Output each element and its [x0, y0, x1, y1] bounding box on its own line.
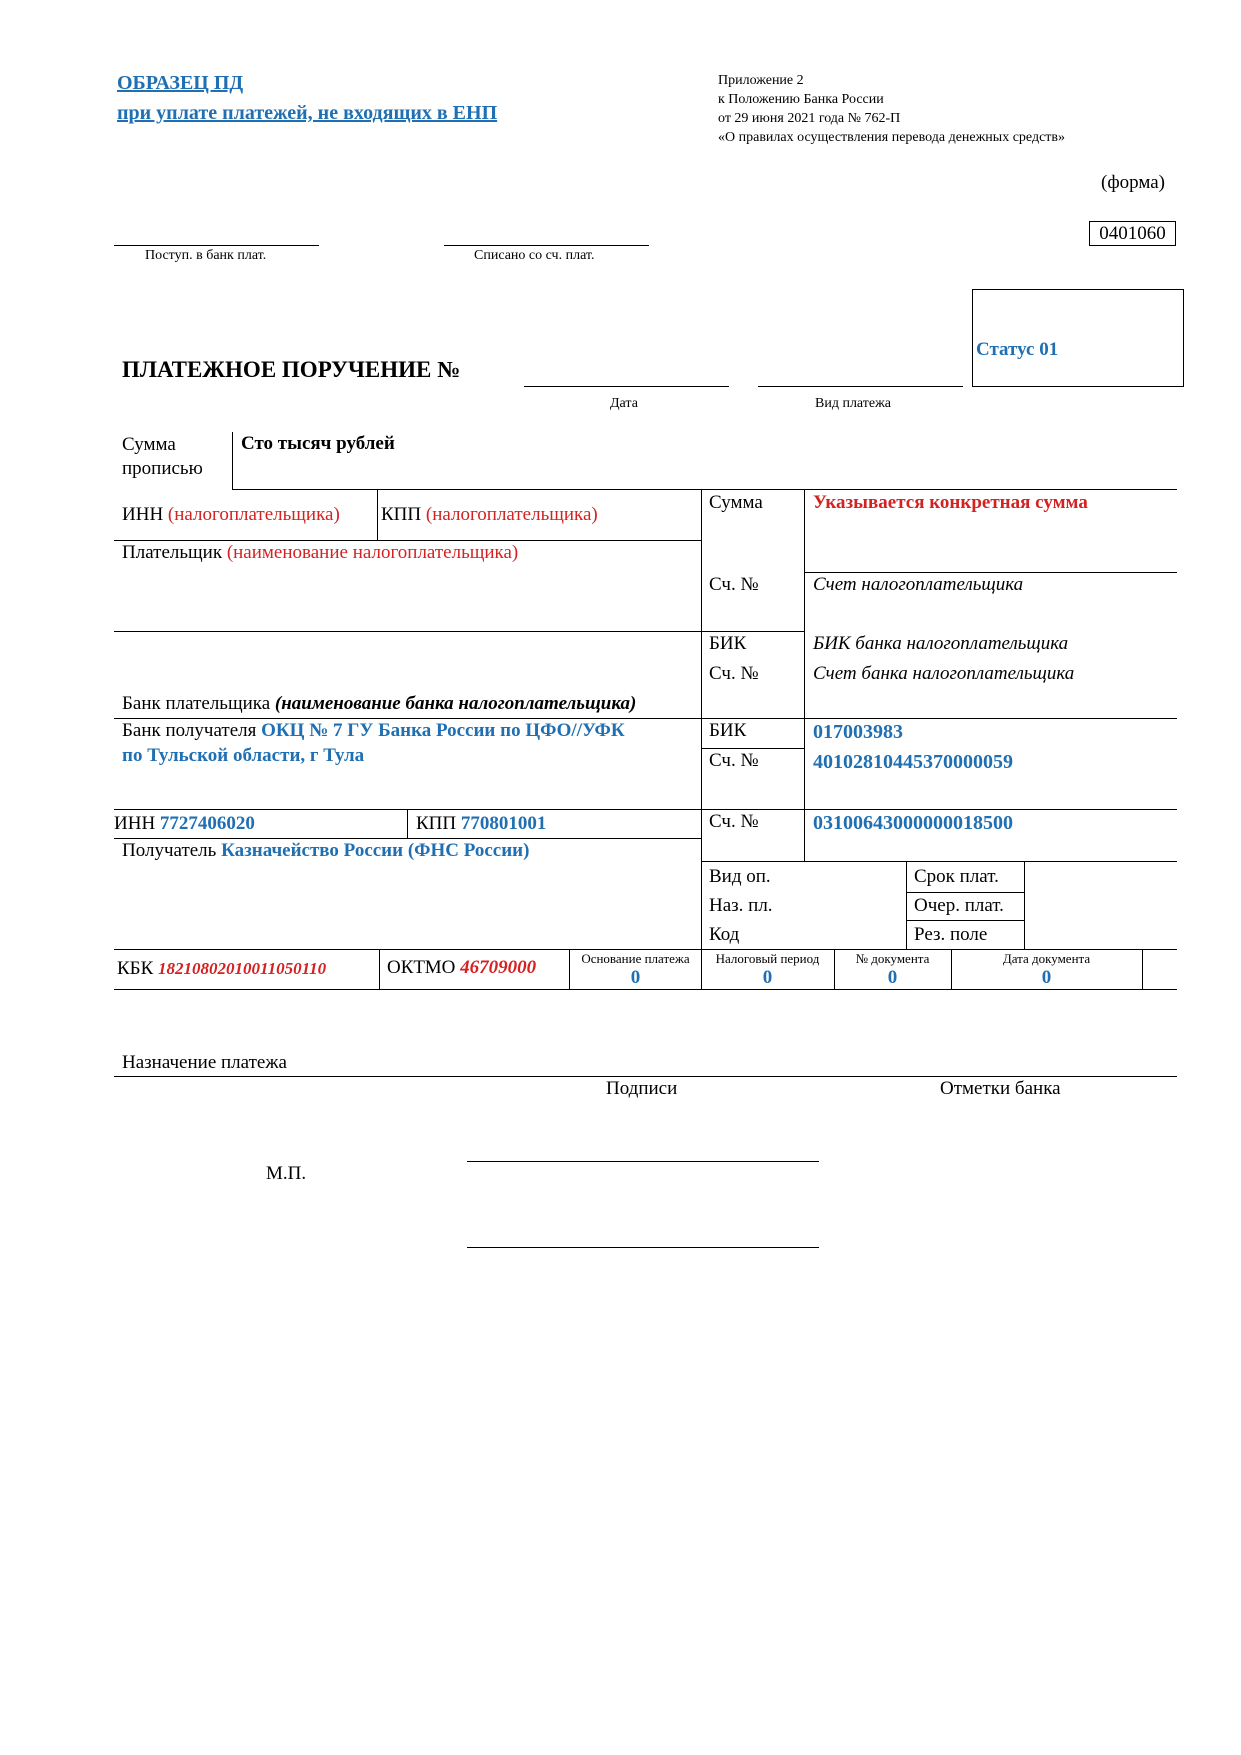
kbk-label: КБК — [117, 958, 154, 979]
debited-line — [444, 245, 649, 246]
payer-bik-value: БИК банка налогоплательщика — [813, 633, 1069, 654]
divider — [701, 489, 702, 989]
divider — [114, 631, 701, 632]
divider — [701, 748, 804, 749]
recipient-corr-account-value: 40102810445370000059 — [813, 751, 1013, 773]
divider — [804, 572, 1177, 573]
recipient-inn-value: 7727406020 — [159, 813, 255, 834]
payment-type-line — [758, 386, 963, 387]
appendix-line: «О правилах осуществления перевода денежных средств» — [718, 130, 1066, 145]
payer-account-label: Сч. № — [709, 574, 759, 595]
amount-words-value: Сто тысяч рублей — [241, 433, 395, 454]
debited-label: Списано со сч. плат. — [474, 248, 595, 263]
stamp-label: М.П. — [266, 1163, 307, 1184]
divider — [804, 489, 805, 861]
divider — [114, 838, 701, 839]
payer-bank-value: (наименование банка налогоплательщика) — [274, 693, 637, 714]
appendix-line: Приложение 2 — [718, 73, 804, 88]
recipient-inn — [114, 813, 255, 835]
divider — [114, 718, 1177, 719]
recipient-corr-account-label: Сч. № — [709, 750, 759, 771]
payer-inn — [122, 504, 340, 526]
divider — [1024, 861, 1025, 949]
signature-line — [467, 1161, 819, 1162]
status-box — [972, 289, 1184, 387]
divider — [114, 989, 1177, 990]
payer-kpp — [381, 504, 598, 526]
payer-kpp-value: (налогоплательщика) — [425, 504, 598, 525]
divider — [114, 1076, 1177, 1077]
date-label: Дата — [610, 396, 638, 411]
payment-type-label: Вид платежа — [815, 396, 892, 411]
divider — [701, 631, 804, 632]
recipient-account-value: 03100643000000018500 — [813, 812, 1013, 834]
payer-account-value: Счет налогоплательщика — [813, 574, 1024, 595]
sum-value: Указывается конкретная сумма — [813, 492, 1088, 513]
appendix-line: от 29 июня 2021 года № 762-П — [718, 111, 901, 126]
payer-inn-label: ИНН — [122, 504, 164, 525]
recipient-kpp — [416, 813, 546, 835]
purpose-code-label: Наз. пл. — [709, 895, 773, 916]
appendix-line: к Положению Банка России — [718, 92, 884, 107]
sum-label: Сумма — [709, 492, 763, 513]
payer-bik-label: БИК — [709, 633, 747, 654]
purpose-label: Назначение платежа — [122, 1052, 287, 1073]
signatures-label: Подписи — [606, 1078, 678, 1099]
divider — [232, 489, 1177, 490]
divider — [114, 809, 1177, 810]
divider — [232, 432, 233, 489]
recipient-bank-value-line2: по Тульской области, г Тула — [122, 745, 365, 766]
amount-words-label-line: прописью — [122, 458, 203, 479]
divider — [906, 861, 907, 949]
received-label: Поступ. в банк плат. — [145, 248, 267, 263]
doc-number-label: № документа — [855, 951, 930, 966]
date-line — [524, 386, 729, 387]
recipient-inn-label: ИНН — [114, 813, 156, 834]
received-line — [114, 245, 319, 246]
divider — [906, 920, 1024, 921]
divider — [114, 540, 701, 541]
op-type-label: Вид оп. — [709, 866, 771, 887]
oktmo-value: 46709000 — [460, 957, 537, 978]
recipient-bank-value: ОКЦ № 7 ГУ Банка России по ЦФО//УФК — [261, 720, 625, 741]
payer-inn-value: (налогоплательщика) — [167, 504, 340, 525]
recipient-kpp-value: 770801001 — [460, 813, 547, 834]
kbk — [117, 958, 326, 980]
sample-subtitle: при уплате платежей, не входящих в ЕНП — [117, 102, 498, 124]
doc-date-value: 0 — [1041, 967, 1052, 988]
recipient-account-label: Сч. № — [709, 811, 759, 832]
recipient-bank — [122, 720, 625, 742]
oktmo-label: ОКТМО — [387, 957, 456, 978]
amount-words-label-line: Сумма — [122, 434, 176, 455]
payer-name-value: (наименование налогоплательщика) — [226, 542, 519, 563]
kbk-value: 18210802010011050110 — [158, 959, 327, 978]
divider — [377, 489, 378, 540]
doc-date-label: Дата документа — [1002, 951, 1091, 966]
payer-name — [122, 542, 518, 564]
recipient-bank-label: Банк получателя — [122, 720, 257, 741]
payer-bank-account-value: Счет банка налогоплательщика — [813, 663, 1075, 684]
divider — [701, 861, 1177, 862]
sample-title: ОБРАЗЕЦ ПД — [117, 72, 244, 94]
divider — [407, 809, 408, 838]
signature-line — [467, 1247, 819, 1248]
recipient-name — [122, 840, 529, 862]
divider — [379, 949, 380, 989]
payer-name-label: Плательщик — [122, 542, 223, 563]
page-title: ПЛАТЕЖНОЕ ПОРУЧЕНИЕ № — [122, 357, 461, 382]
recipient-bik-label: БИК — [709, 720, 747, 741]
payment-term-label: Срок плат. — [914, 866, 999, 887]
divider — [906, 892, 1024, 893]
bank-marks-label: Отметки банка — [940, 1078, 1061, 1099]
recipient-name-label: Получатель — [122, 840, 217, 861]
appendix-note — [718, 71, 1065, 147]
reserve-field-label: Рез. поле — [914, 924, 988, 945]
tax-period-value: 0 — [762, 967, 773, 988]
payer-bank-label: Банк плательщика — [122, 693, 271, 714]
form-label: (форма) — [1101, 172, 1166, 193]
oktmo — [387, 957, 536, 979]
payer-kpp-label: КПП — [381, 504, 422, 525]
payer-bank — [122, 693, 636, 715]
payer-bank-account-label: Сч. № — [709, 663, 759, 684]
basis-label: Основание платежа — [581, 951, 690, 966]
recipient-name-value: Казначейство России (ФНС России) — [221, 840, 530, 861]
amount-words-label — [122, 433, 203, 481]
code-label: Код — [709, 924, 740, 945]
payment-priority-label: Очер. плат. — [914, 895, 1004, 916]
basis-value: 0 — [630, 967, 641, 988]
doc-number-value: 0 — [887, 967, 898, 988]
divider — [1142, 949, 1143, 989]
recipient-bik-value: 017003983 — [813, 721, 903, 743]
tax-period-label: Налоговый период — [715, 951, 820, 966]
divider — [114, 949, 1177, 950]
status-value: Статус 01 — [976, 339, 1059, 360]
recipient-kpp-label: КПП — [416, 813, 457, 834]
form-code-box: 0401060 — [1089, 221, 1176, 246]
